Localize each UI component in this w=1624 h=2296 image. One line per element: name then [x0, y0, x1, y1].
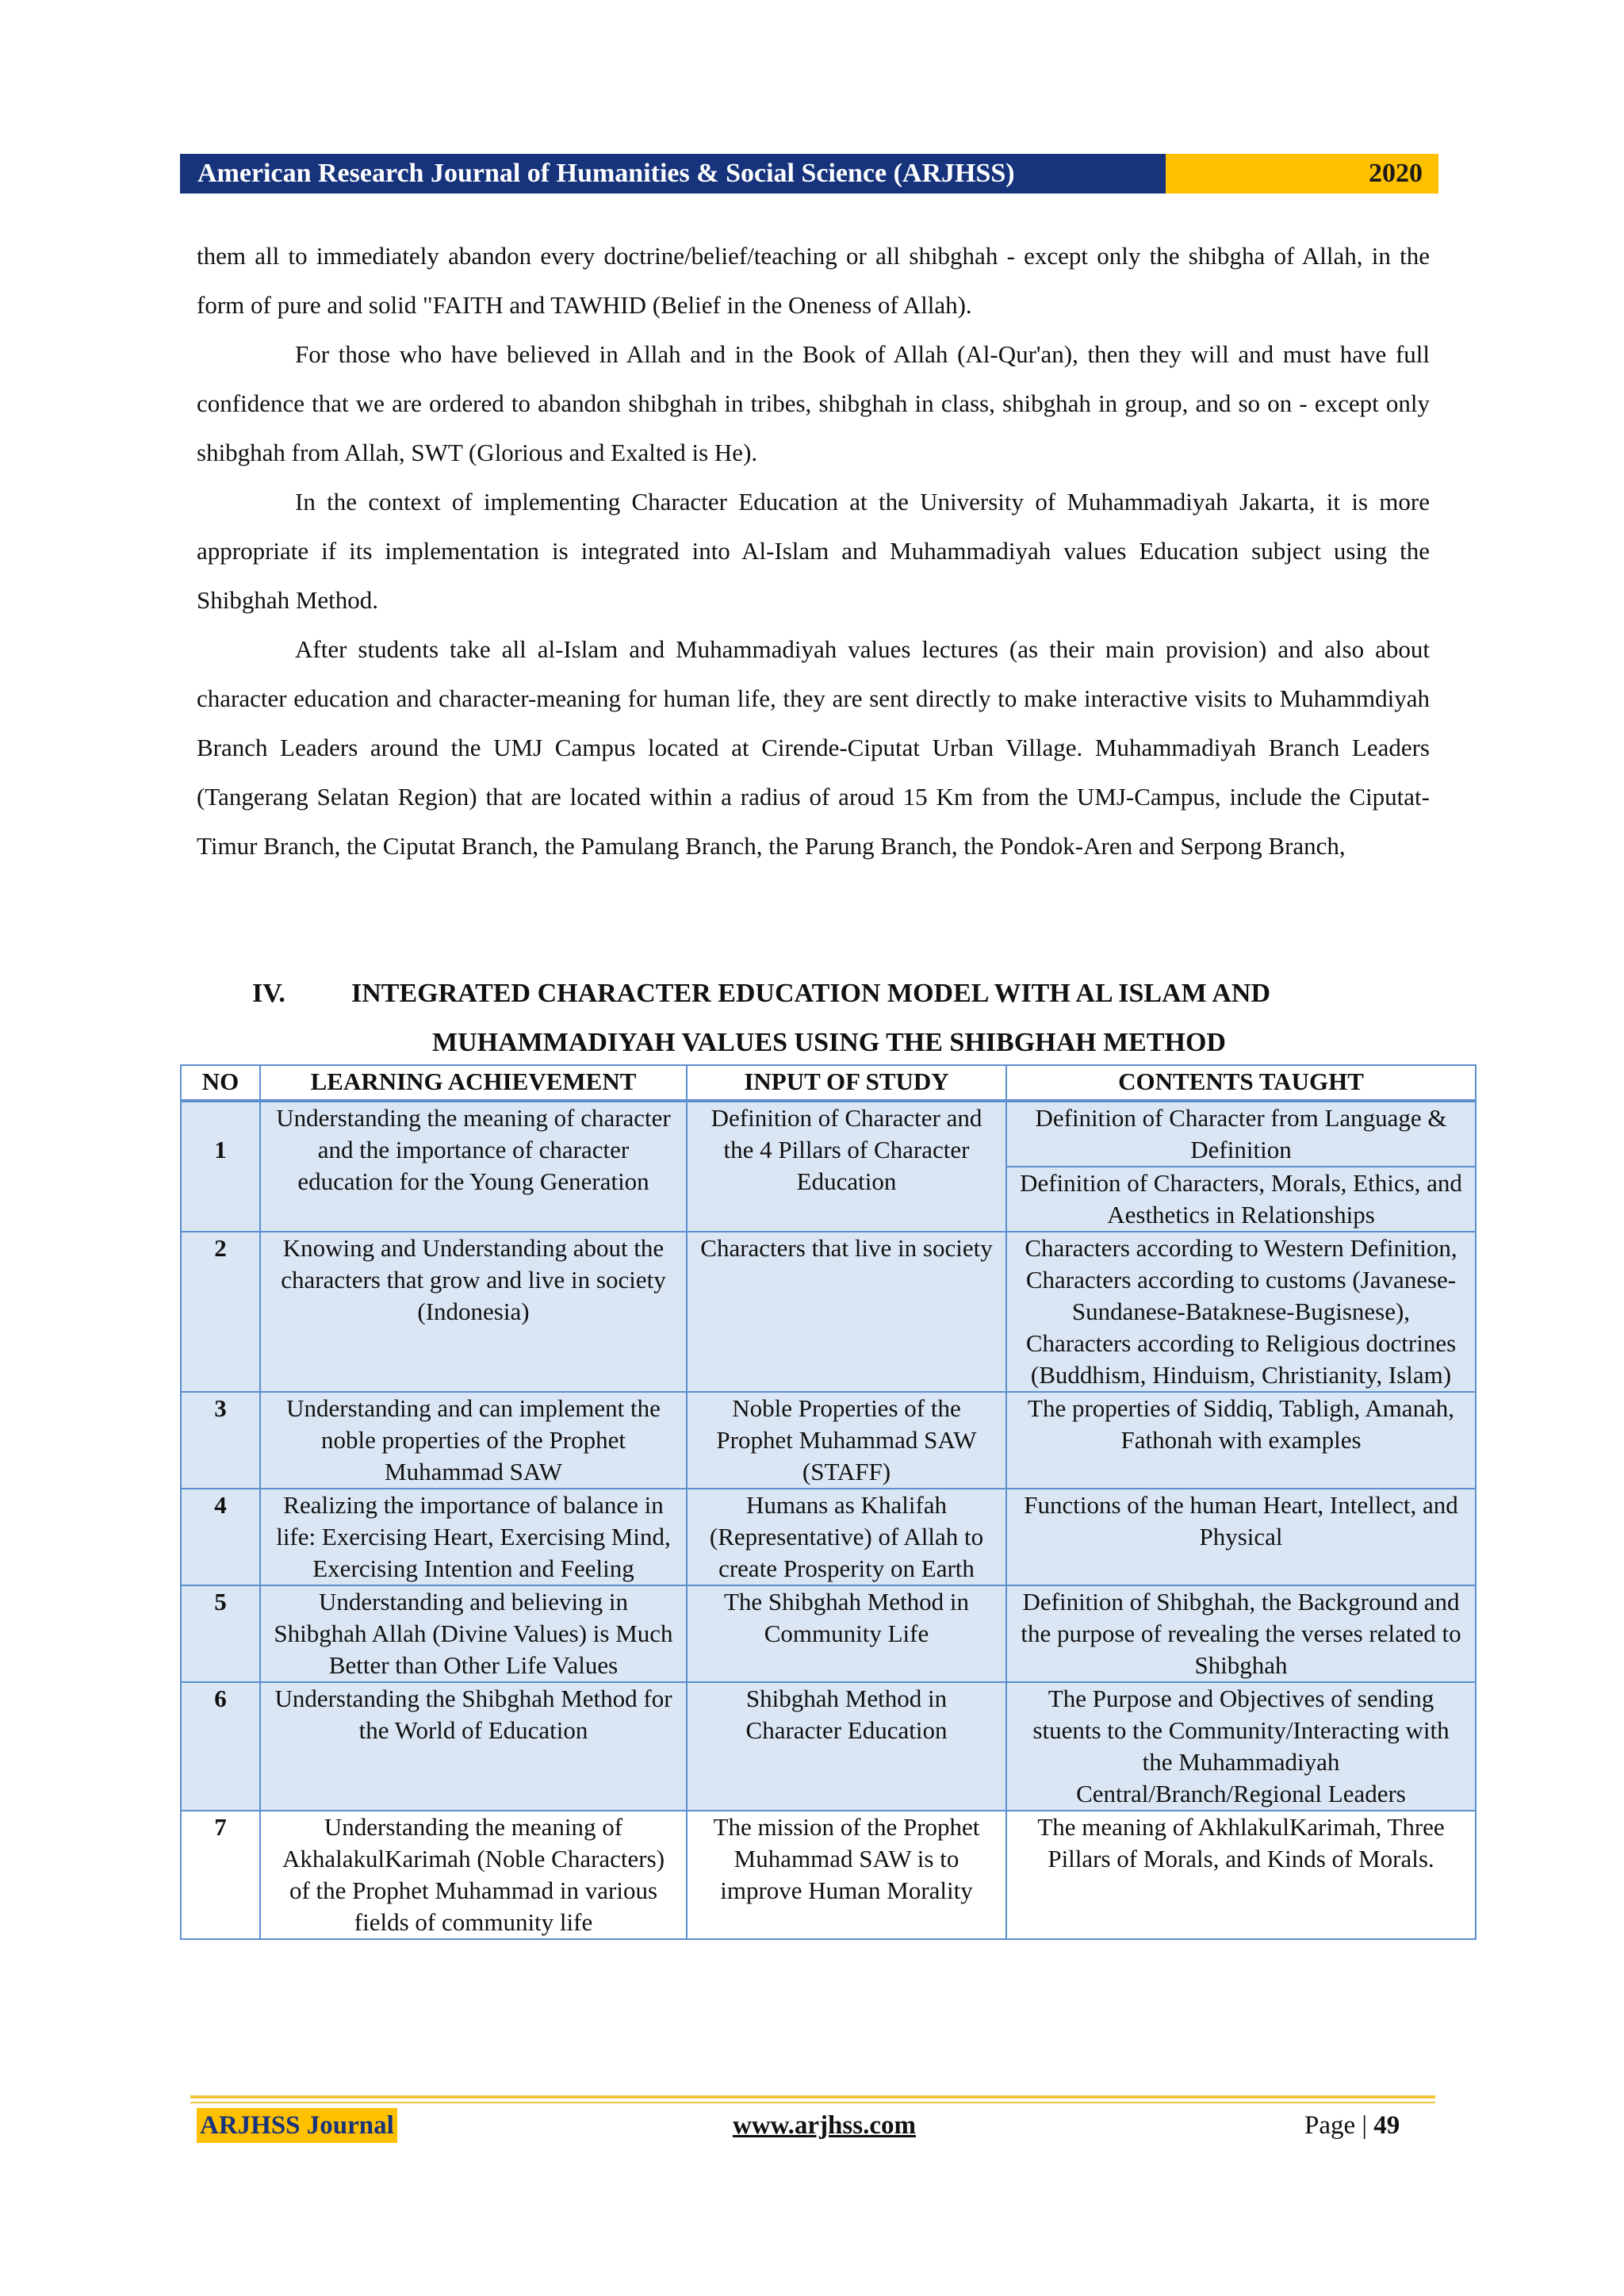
footer-rule-thin [190, 2102, 1435, 2103]
row-number: 2 [181, 1232, 260, 1392]
table-row [181, 1585, 1476, 1682]
input-of-study-cell: Humans as Khalifah (Representative) of Allah to create Prosperity on Earth [687, 1489, 1006, 1585]
journal-year: 2020 [1166, 154, 1438, 194]
row-number: 7 [181, 1811, 260, 1939]
body-text [197, 232, 1430, 871]
row-number: 4 [181, 1489, 260, 1585]
table-row [181, 1682, 1476, 1811]
section-title-line-2: MUHAMMADIYAH VALUES USING THE SHIBGHAH METHOD [432, 1028, 1226, 1057]
footer-website-link[interactable]: www.arjhss.com [733, 2111, 916, 2140]
table-row [181, 1101, 1476, 1167]
page-label: Page | [1304, 2111, 1368, 2140]
row-number: 3 [181, 1392, 260, 1489]
contents-taught-cell: The properties of Siddiq, Tabligh, Amanah, Fathonah with examples [1006, 1392, 1476, 1489]
row-number: 5 [181, 1585, 260, 1682]
contents-taught-cell: Characters according to Western Definition, Characters according to customs (Javanese-Sundanese-Bataknese-Bugisnese), Characters according to Religious doctrines (Buddhism, Hinduism, Christianity, Islam) [1006, 1232, 1476, 1392]
header-contents-taught: CONTENTS TAUGHT [1006, 1065, 1476, 1101]
learning-achievement-cell: Understanding the meaning of AkhalakulKarimah (Noble Characters) of the Prophet Muhammad in various fields of community life [260, 1811, 687, 1939]
input-of-study-cell: Characters that live in society [687, 1232, 1006, 1392]
journal-title: American Research Journal of Humanities & Social Science (ARJHSS) [180, 154, 1166, 194]
section-heading [197, 969, 1430, 1068]
table-row [181, 1811, 1476, 1939]
contents-taught-cell: Definition of Shibghah, the Background and the purpose of revealing the verses related to Shibghah [1006, 1585, 1476, 1682]
input-of-study-cell: Noble Properties of the Prophet Muhammad SAW (STAFF) [687, 1392, 1006, 1489]
input-of-study-cell: Shibghah Method in Character Education [687, 1682, 1006, 1811]
learning-achievement-cell: Knowing and Understanding about the characters that grow and live in society (Indonesia) [260, 1232, 687, 1392]
table-row [181, 1392, 1476, 1489]
header-learning-achievement: LEARNING ACHIEVEMENT [260, 1065, 687, 1101]
section-title-line-1: INTEGRATED CHARACTER EDUCATION MODEL WITH AL ISLAM AND [351, 979, 1271, 1008]
contents-taught-cell: The Purpose and Objectives of sending stuents to the Community/Interacting with the Muhammadiyah Central/Branch/Regional Leaders [1006, 1682, 1476, 1811]
footer-rule [190, 2095, 1435, 2099]
running-header [180, 154, 1438, 194]
contents-taught-cell: Definition of Characters, Morals, Ethics, and Aesthetics in Relationships [1006, 1167, 1476, 1232]
input-of-study-cell: Definition of Character and the 4 Pillars of Character Education [687, 1101, 1006, 1232]
row-number: 1 [181, 1101, 260, 1232]
contents-taught-cell: The meaning of AkhlakulKarimah, Three Pillars of Morals, and Kinds of Morals. [1006, 1811, 1476, 1939]
table-row [181, 1489, 1476, 1585]
contents-taught-cell: Definition of Character from Language & Definition [1006, 1101, 1476, 1167]
learning-achievement-cell: Understanding and can implement the noble properties of the Prophet Muhammad SAW [260, 1392, 687, 1489]
contents-taught-cell: Functions of the human Heart, Intellect, and Physical [1006, 1489, 1476, 1585]
input-of-study-cell: The mission of the Prophet Muhammad SAW is to improve Human Morality [687, 1811, 1006, 1939]
input-of-study-cell: The Shibghah Method in Community Life [687, 1585, 1006, 1682]
paragraph-1: them all to immediately abandon every doctrine/belief/teaching or all shibghah - except only the shibgha of Allah, in the form of pure and solid "FAITH and TAWHID (Belief in the Oneness of Allah). [197, 242, 1430, 319]
footer-page-number [1304, 2108, 1400, 2143]
learning-achievement-cell: Understanding and believing in Shibghah Allah (Divine Values) is Much Better than Other Life Values [260, 1585, 687, 1682]
paragraph-4: After students take all al-Islam and Muhammadiyah values lectures (as their main provision) and also about character education and character-meaning for human life, they are sent directly to make interactive visits to Muhammdiyah Branch Leaders around the UMJ Campus located at Cirende-Ciputat Urban Village. Muhammadiyah Branch Leaders (Tangerang Selatan Region) that are located within a radius of aroud 15 Km from the UMJ-Campus, include the Ciputat-Timur Branch, the Ciputat Branch, the Pamulang Branch, the Parung Branch, the Pondok-Aren and Serpong Branch, [197, 635, 1430, 860]
row-number: 6 [181, 1682, 260, 1811]
learning-achievement-cell: Understanding the Shibghah Method for the World of Education [260, 1682, 687, 1811]
page-number: 49 [1373, 2111, 1400, 2140]
header-no: NO [181, 1065, 260, 1101]
paragraph-2: For those who have believed in Allah and in the Book of Allah (Al-Qur'an), then they will and must have full confidence that we are ordered to abandon shibghah in tribes, shibghah in class, shibghah in group, and so on - except only shibghah from Allah, SWT (Glorious and Exalted is He). [197, 340, 1430, 466]
header-input-of-study: INPUT OF STUDY [687, 1065, 1006, 1101]
learning-achievement-cell: Realizing the importance of balance in life: Exercising Heart, Exercising Mind, Exercising Intention and Feeling [260, 1489, 687, 1585]
section-number: IV. [252, 979, 285, 1008]
footer-journal-name: ARJHSS Journal [197, 2108, 397, 2143]
paragraph-3: In the context of implementing Character Education at the University of Muhammadiyah Jakarta, it is more appropriate if its implementation is integrated into Al-Islam and Muhammadiyah values Education subject using the Shibghah Method. [197, 488, 1430, 614]
table-row [181, 1232, 1476, 1392]
model-table [180, 1064, 1477, 1940]
learning-achievement-cell: Understanding the meaning of character and the importance of character education for the Young Generation [260, 1101, 687, 1232]
table-header-row [181, 1065, 1476, 1101]
